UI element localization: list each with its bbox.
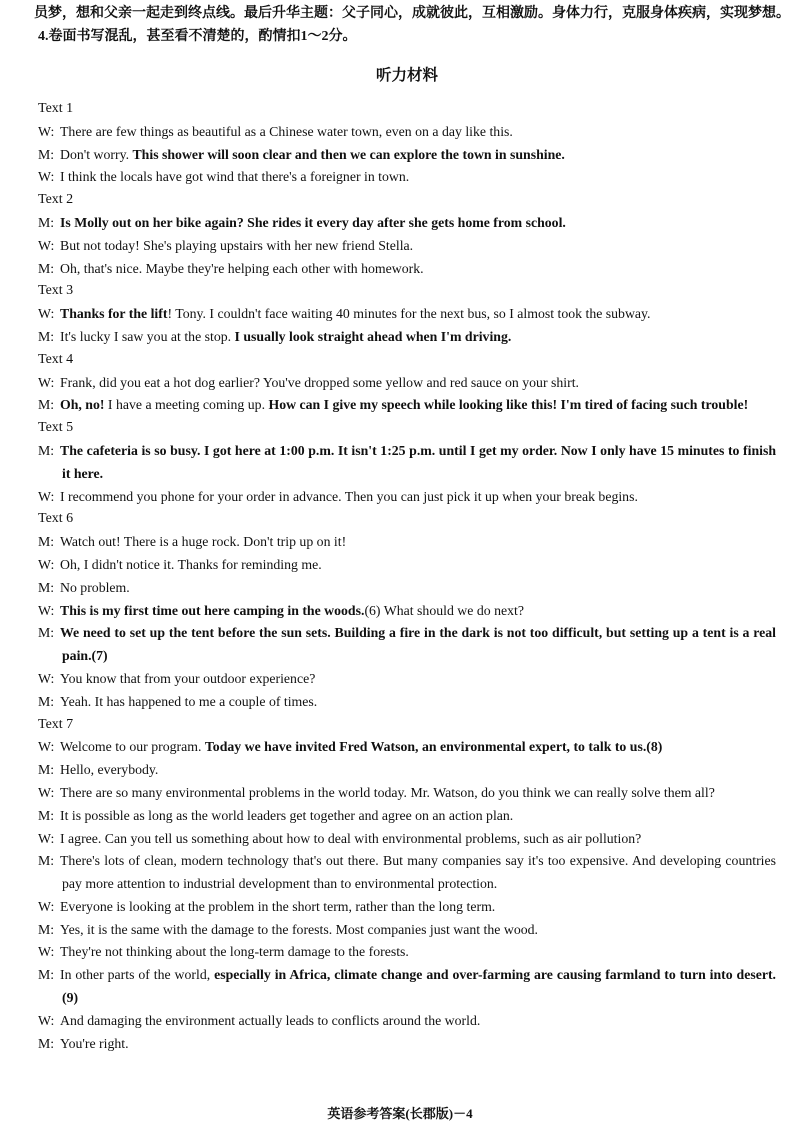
speaker-label: M:	[38, 534, 55, 550]
answer-note-line-2: 4.卷面书写混乱，甚至看不清楚的，酌情扣1～2分。	[38, 29, 357, 44]
dialogue-text: I have a meeting coming up.	[104, 397, 269, 413]
text-label: Text 2	[38, 192, 74, 208]
answer-note-line-1: 员梦，想和父亲一起走到终点线。最后升华主题：父子同心，成就彼此，互相激励。身体力行，克服身体疾病，实现梦想。	[34, 6, 790, 21]
dialogue-line	[38, 759, 776, 782]
speaker-label: M:	[38, 807, 55, 823]
dialogue-line	[38, 1010, 776, 1033]
dialogue-text: There's lots of clean, modern technology that's out there. But many companies say it's too expensive. And developing countries pay more attention to industrial development than to environmental protection.	[60, 853, 776, 892]
dialogue-line	[38, 394, 776, 417]
dialogue-line	[38, 372, 776, 395]
dialogue-text: Welcome to our program.	[60, 739, 205, 755]
speaker-label: W:	[38, 488, 55, 504]
dialogue-line	[38, 736, 776, 759]
speaker-label: M:	[38, 853, 55, 869]
dialogue-line	[38, 600, 776, 623]
speaker-label: W:	[38, 237, 55, 253]
text-label: Text 1	[38, 101, 74, 116]
speaker-label: W:	[38, 602, 55, 618]
speaker-label: W:	[38, 898, 55, 914]
speaker-label: W:	[38, 169, 55, 185]
speaker-label: W:	[38, 1012, 55, 1028]
key-answer-text: Is Molly out on her bike again? She rides it every day after she gets home from school.	[60, 214, 566, 230]
key-answer-text: Oh, no!	[60, 397, 105, 413]
speaker-label: M:	[38, 967, 55, 983]
text-label: Text 7	[38, 716, 74, 732]
dialogue-line	[38, 668, 776, 691]
dialogue-text: There are so many environmental problems in the world today. Mr. Watson, do you think we can really solve them all?	[60, 784, 715, 800]
dialogue-text: Hello, everybody.	[60, 762, 159, 778]
key-answer-text: Thanks for the lift	[60, 306, 168, 322]
dialogue-line	[38, 440, 776, 486]
key-answer-text: The cafeteria is so busy. I got here at 1:00 p.m. It isn't 1:25 p.m. until I get my order. Now I only have 15 minutes to finish it here.	[60, 442, 776, 481]
dialogue-text: Everyone is looking at the problem in the short term, rather than the long term.	[60, 898, 496, 914]
key-answer-text: This is my first time out here camping in the woods.	[60, 602, 365, 618]
text-label: Text 3	[38, 283, 74, 299]
dialogue-line	[38, 782, 776, 805]
dialogue-text: You're right.	[60, 1035, 129, 1051]
dialogue-line	[38, 577, 776, 600]
dialogue-text: I recommend you phone for your order in advance. Then you can just pick it up when your break begins.	[60, 488, 638, 504]
key-answer-text: How can I give my speech while looking like this! I'm tired of facing such trouble!	[268, 397, 749, 413]
speaker-label: M:	[38, 625, 55, 641]
speaker-label: M:	[38, 1035, 55, 1051]
speaker-label: M:	[38, 260, 55, 276]
dialogue-line	[38, 554, 776, 577]
listening-transcript	[38, 98, 776, 1055]
speaker-label: W:	[38, 739, 55, 755]
dialogue-line	[38, 1033, 776, 1056]
dialogue-text: Yes, it is the same with the damage to the forests. Most companies just want the wood.	[60, 921, 538, 937]
key-answer-text: This shower will soon clear and then we can explore the town in sunshine.	[132, 146, 565, 162]
key-answer-text: We need to set up the tent before the sun sets. Building a fire in the dark is not too difficult, but setting up a tent is a real pain.(7)	[60, 625, 776, 664]
dialogue-line	[38, 896, 776, 919]
dialogue-line	[38, 121, 776, 144]
speaker-label: M:	[38, 762, 55, 778]
dialogue-line	[38, 919, 776, 942]
dialogue-line	[38, 691, 776, 714]
speaker-label: W:	[38, 306, 55, 322]
speaker-label: M:	[38, 214, 55, 230]
dialogue-line	[38, 303, 776, 326]
dialogue-text: No problem.	[60, 579, 130, 595]
speaker-label: W:	[38, 556, 55, 572]
dialogue-line	[38, 805, 776, 828]
dialogue-text: Yeah. It has happened to me a couple of times.	[60, 693, 318, 709]
dialogue-text: ! Tony. I couldn't face waiting 40 minutes for the next bus, so I almost took the subway.	[167, 306, 651, 322]
text-label: Text 4	[38, 351, 74, 367]
speaker-label: M:	[38, 579, 55, 595]
dialogue-line	[38, 212, 776, 235]
speaker-label: M:	[38, 442, 55, 458]
speaker-label: W:	[38, 784, 55, 800]
speaker-label: M:	[38, 693, 55, 709]
dialogue-line	[38, 828, 776, 851]
section-title: 听力材料	[375, 67, 438, 84]
dialogue-line	[38, 258, 776, 281]
speaker-label: W:	[38, 374, 55, 390]
dialogue-text: Oh, that's nice. Maybe they're helping each other with homework.	[60, 260, 424, 276]
speaker-label: W:	[38, 830, 55, 846]
dialogue-text: In other parts of the world,	[60, 967, 215, 983]
dialogue-text: And damaging the environment actually leads to conflicts around the world.	[60, 1012, 481, 1028]
dialogue-text: It is possible as long as the world leaders get together and agree on an action plan.	[60, 807, 514, 823]
speaker-label: M:	[38, 328, 55, 344]
dialogue-line	[38, 622, 776, 668]
dialogue-text: There are few things as beautiful as a Chinese water town, even on a day like this.	[60, 123, 513, 139]
dialogue-line	[38, 235, 776, 258]
dialogue-line	[38, 964, 776, 1010]
key-answer-text: I usually look straight ahead when I'm driving.	[234, 328, 512, 344]
text-label: Text 6	[38, 511, 74, 527]
dialogue-text: I think the locals have got wind that there's a foreigner in town.	[60, 169, 410, 185]
speaker-label: M:	[38, 921, 55, 937]
speaker-label: M:	[38, 397, 55, 413]
dialogue-text: Don't worry.	[60, 146, 133, 162]
dialogue-text: It's lucky I saw you at the stop.	[60, 328, 235, 344]
dialogue-text: But not today! She's playing upstairs with her new friend Stella.	[60, 237, 414, 253]
dialogue-text: They're not thinking about the long-term damage to the forests.	[60, 944, 409, 960]
key-answer-text: especially in Africa, climate change and over-farming are causing farmland to turn into desert.(9)	[62, 967, 777, 1006]
dialogue-line	[38, 326, 776, 349]
dialogue-line	[38, 941, 776, 964]
dialogue-text: You know that from your outdoor experience?	[60, 670, 316, 686]
text-label: Text 5	[38, 420, 74, 436]
dialogue-text: (6) What should we do next?	[364, 602, 524, 618]
speaker-label: M:	[38, 146, 55, 162]
dialogue-text: I agree. Can you tell us something about how to deal with environmental problems, such as air pollution?	[60, 830, 642, 846]
speaker-label: W:	[38, 123, 55, 139]
dialogue-line	[38, 850, 776, 896]
dialogue-text: Watch out! There is a huge rock. Don't trip up on it!	[60, 534, 347, 550]
speaker-label: W:	[38, 670, 55, 686]
dialogue-text: Oh, I didn't notice it. Thanks for reminding me.	[60, 556, 322, 572]
page-footer: 英语参考答案(长郡版)－4	[327, 1106, 473, 1121]
dialogue-line	[38, 531, 776, 554]
dialogue-line	[38, 144, 776, 167]
dialogue-line	[38, 166, 776, 189]
key-answer-text: Today we have invited Fred Watson, an environmental expert, to talk to us.(8)	[204, 739, 663, 755]
dialogue-text: Frank, did you eat a hot dog earlier? You've dropped some yellow and red sauce on your shirt.	[60, 374, 579, 390]
dialogue-line	[38, 486, 776, 509]
speaker-label: W:	[38, 944, 55, 960]
